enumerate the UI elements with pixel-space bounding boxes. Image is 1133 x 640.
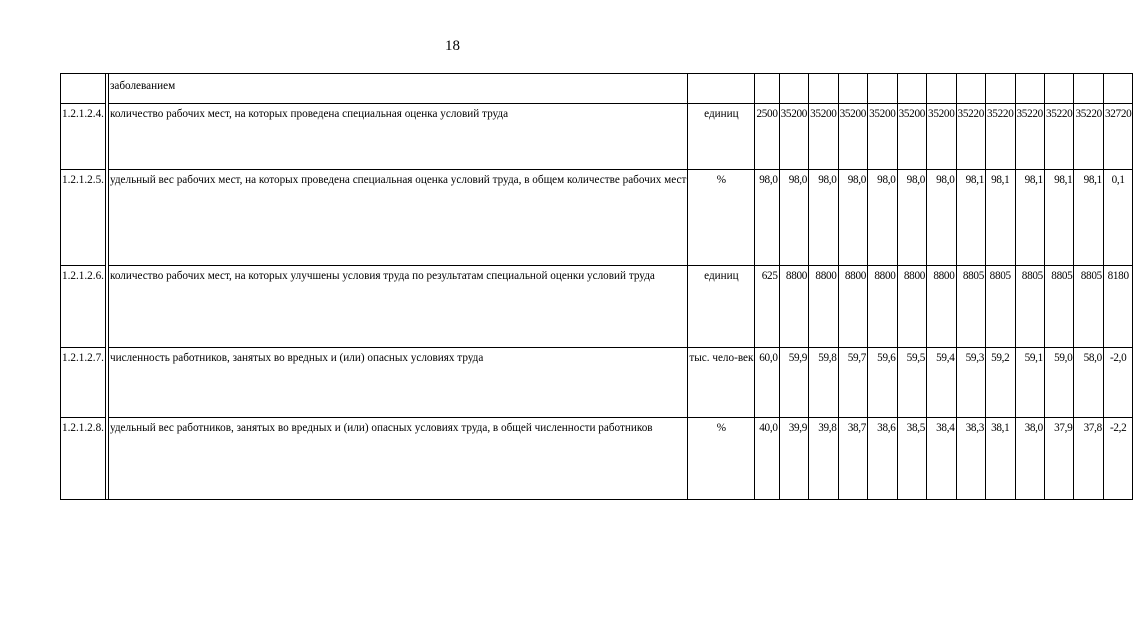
value-cell: 35220 (986, 104, 1015, 170)
value-cell: 59,1 (1015, 348, 1044, 418)
value-cell: 98,1 (1044, 170, 1073, 266)
value-cell: 38,1 (986, 418, 1015, 500)
value-cell: 98,0 (897, 170, 926, 266)
value-cell (1074, 74, 1103, 104)
value-cell: 59,0 (1044, 348, 1073, 418)
value-cell: 8800 (779, 266, 808, 348)
value-cell (1015, 74, 1044, 104)
indicator-name: количество рабочих мест, на которых проведена специальная оценка условий труда (108, 104, 687, 170)
value-cell: 8805 (1074, 266, 1103, 348)
value-cell: 98,1 (956, 170, 985, 266)
table-row (61, 170, 1133, 266)
table-row (61, 418, 1133, 500)
indicator-unit: тыс. чело-век (688, 348, 755, 418)
value-cell: 98,0 (868, 170, 897, 266)
value-cell (897, 74, 926, 104)
value-cell (1044, 74, 1073, 104)
value-cell: 40,0 (755, 418, 779, 500)
indicator-name: численность работников, занятых во вредных и (или) опасных условиях труда (108, 348, 687, 418)
unit-cell (688, 74, 755, 104)
value-cell: 35200 (868, 104, 897, 170)
indicator-unit: единиц (688, 266, 755, 348)
value-cell (1103, 74, 1132, 104)
value-cell: 59,5 (897, 348, 926, 418)
value-cell: 59,8 (809, 348, 838, 418)
value-cell (986, 74, 1015, 104)
value-cell: 35200 (897, 104, 926, 170)
value-cell (755, 74, 779, 104)
value-cell: 8800 (897, 266, 926, 348)
value-cell: 0,1 (1103, 170, 1132, 266)
value-cell: 35220 (1044, 104, 1073, 170)
value-cell: 8805 (956, 266, 985, 348)
value-cell: 37,9 (1044, 418, 1073, 500)
value-cell: 38,5 (897, 418, 926, 500)
value-cell: 35220 (1015, 104, 1044, 170)
value-cell: 59,7 (838, 348, 867, 418)
value-cell: 98,0 (838, 170, 867, 266)
value-cell: 35200 (927, 104, 956, 170)
indicator-unit: % (688, 418, 755, 500)
value-cell: 60,0 (755, 348, 779, 418)
value-cell (779, 74, 808, 104)
value-cell: 2500 (755, 104, 779, 170)
value-cell: 35220 (956, 104, 985, 170)
value-cell: 59,9 (779, 348, 808, 418)
indicators-table (60, 73, 1133, 500)
table-row (61, 104, 1133, 170)
value-cell: 35200 (809, 104, 838, 170)
value-cell (838, 74, 867, 104)
value-cell: 35200 (838, 104, 867, 170)
indicator-name: удельный вес работников, занятых во вредных и (или) опасных условиях труда, в общей численности работников (108, 418, 687, 500)
code-cell (61, 74, 106, 104)
value-cell: 625 (755, 266, 779, 348)
value-cell: -2,0 (1103, 348, 1132, 418)
value-cell: 8800 (809, 266, 838, 348)
indicator-code: 1.2.1.2.5. (61, 170, 106, 266)
value-cell: 37,8 (1074, 418, 1103, 500)
value-cell: 38,4 (927, 418, 956, 500)
value-cell: 98,0 (755, 170, 779, 266)
value-cell: 39,8 (809, 418, 838, 500)
indicator-code: 1.2.1.2.8. (61, 418, 106, 500)
value-cell: 38,0 (1015, 418, 1044, 500)
value-cell: -2,2 (1103, 418, 1132, 500)
continuation-text: заболеванием (108, 74, 687, 104)
value-cell: 39,9 (779, 418, 808, 500)
value-cell: 8805 (1015, 266, 1044, 348)
value-cell: 8800 (838, 266, 867, 348)
value-cell (809, 74, 838, 104)
table-row (61, 266, 1133, 348)
value-cell: 35200 (779, 104, 808, 170)
value-cell: 98,1 (986, 170, 1015, 266)
indicator-name: количество рабочих мест, на которых улучшены условия труда по результатам специальной оценки условий труда (108, 266, 687, 348)
indicator-code: 1.2.1.2.7. (61, 348, 106, 418)
value-cell: 59,2 (986, 348, 1015, 418)
value-cell: 98,0 (927, 170, 956, 266)
value-cell: 59,3 (956, 348, 985, 418)
indicator-unit: единиц (688, 104, 755, 170)
value-cell: 38,3 (956, 418, 985, 500)
value-cell: 35220 (1074, 104, 1103, 170)
value-cell: 38,6 (868, 418, 897, 500)
value-cell (868, 74, 897, 104)
page-number: 18 (445, 38, 460, 54)
indicator-name: удельный вес рабочих мест, на которых проведена специальная оценка условий труда, в общем количестве рабочих мест (108, 170, 687, 266)
indicator-unit: % (688, 170, 755, 266)
value-cell: 8800 (868, 266, 897, 348)
value-cell: 98,0 (779, 170, 808, 266)
value-cell: 8800 (927, 266, 956, 348)
value-cell: 59,4 (927, 348, 956, 418)
value-cell: 38,7 (838, 418, 867, 500)
value-cell: 98,0 (809, 170, 838, 266)
value-cell: 8805 (986, 266, 1015, 348)
value-cell: 59,6 (868, 348, 897, 418)
value-cell (927, 74, 956, 104)
indicator-code: 1.2.1.2.4. (61, 104, 106, 170)
value-cell: 58,0 (1074, 348, 1103, 418)
value-cell: 8805 (1044, 266, 1073, 348)
table-row-continuation (61, 74, 1133, 104)
value-cell: 98,1 (1015, 170, 1044, 266)
value-cell: 98,1 (1074, 170, 1103, 266)
table-row (61, 348, 1133, 418)
value-cell: 32720 (1103, 104, 1132, 170)
indicator-code: 1.2.1.2.6. (61, 266, 106, 348)
value-cell (956, 74, 985, 104)
value-cell: 8180 (1103, 266, 1132, 348)
